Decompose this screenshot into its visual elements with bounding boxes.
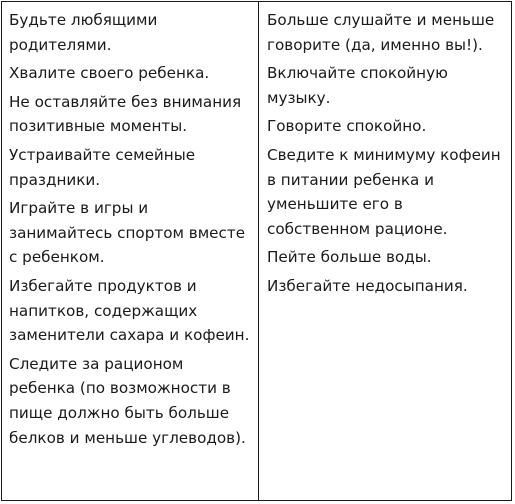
tip-item: Будьте любящими родителями. <box>9 11 158 54</box>
tip-item: Говорите спокойно. <box>267 117 427 136</box>
tip-item: Устраивайте семейные праздники. <box>9 145 196 189</box>
right-column <box>259 2 511 500</box>
tip-item: Включайте спокойную музыку. <box>267 64 448 107</box>
tip-item: Больше слушайте и меньше говорите (да, именно вы!). <box>267 11 495 54</box>
tip-item: Пейте больше воды. <box>267 248 432 267</box>
tips-table <box>1 1 512 501</box>
tip-item: Играйте в игры и занимайтесь спортом вместе с ребенком. <box>9 199 246 267</box>
left-column <box>2 2 259 500</box>
tip-item: Хвалите своего ребенка. <box>9 64 210 83</box>
tip-item: Избегайте продуктов и напитков, содержащих заменители сахара и кофеин. <box>9 276 250 345</box>
tip-item: Следите за рационом ребенка (по возможности в пище должно быть больше белков и меньше углеводов). <box>9 354 246 447</box>
tip-item: Сведите к минимуму кофеин в питании ребенка и уменьшите его в собственном рационе. <box>267 145 501 238</box>
tip-item: Избегайте недосыпания. <box>267 276 468 295</box>
tip-item: Не оставляйте без внимания позитивные моменты. <box>9 92 242 136</box>
